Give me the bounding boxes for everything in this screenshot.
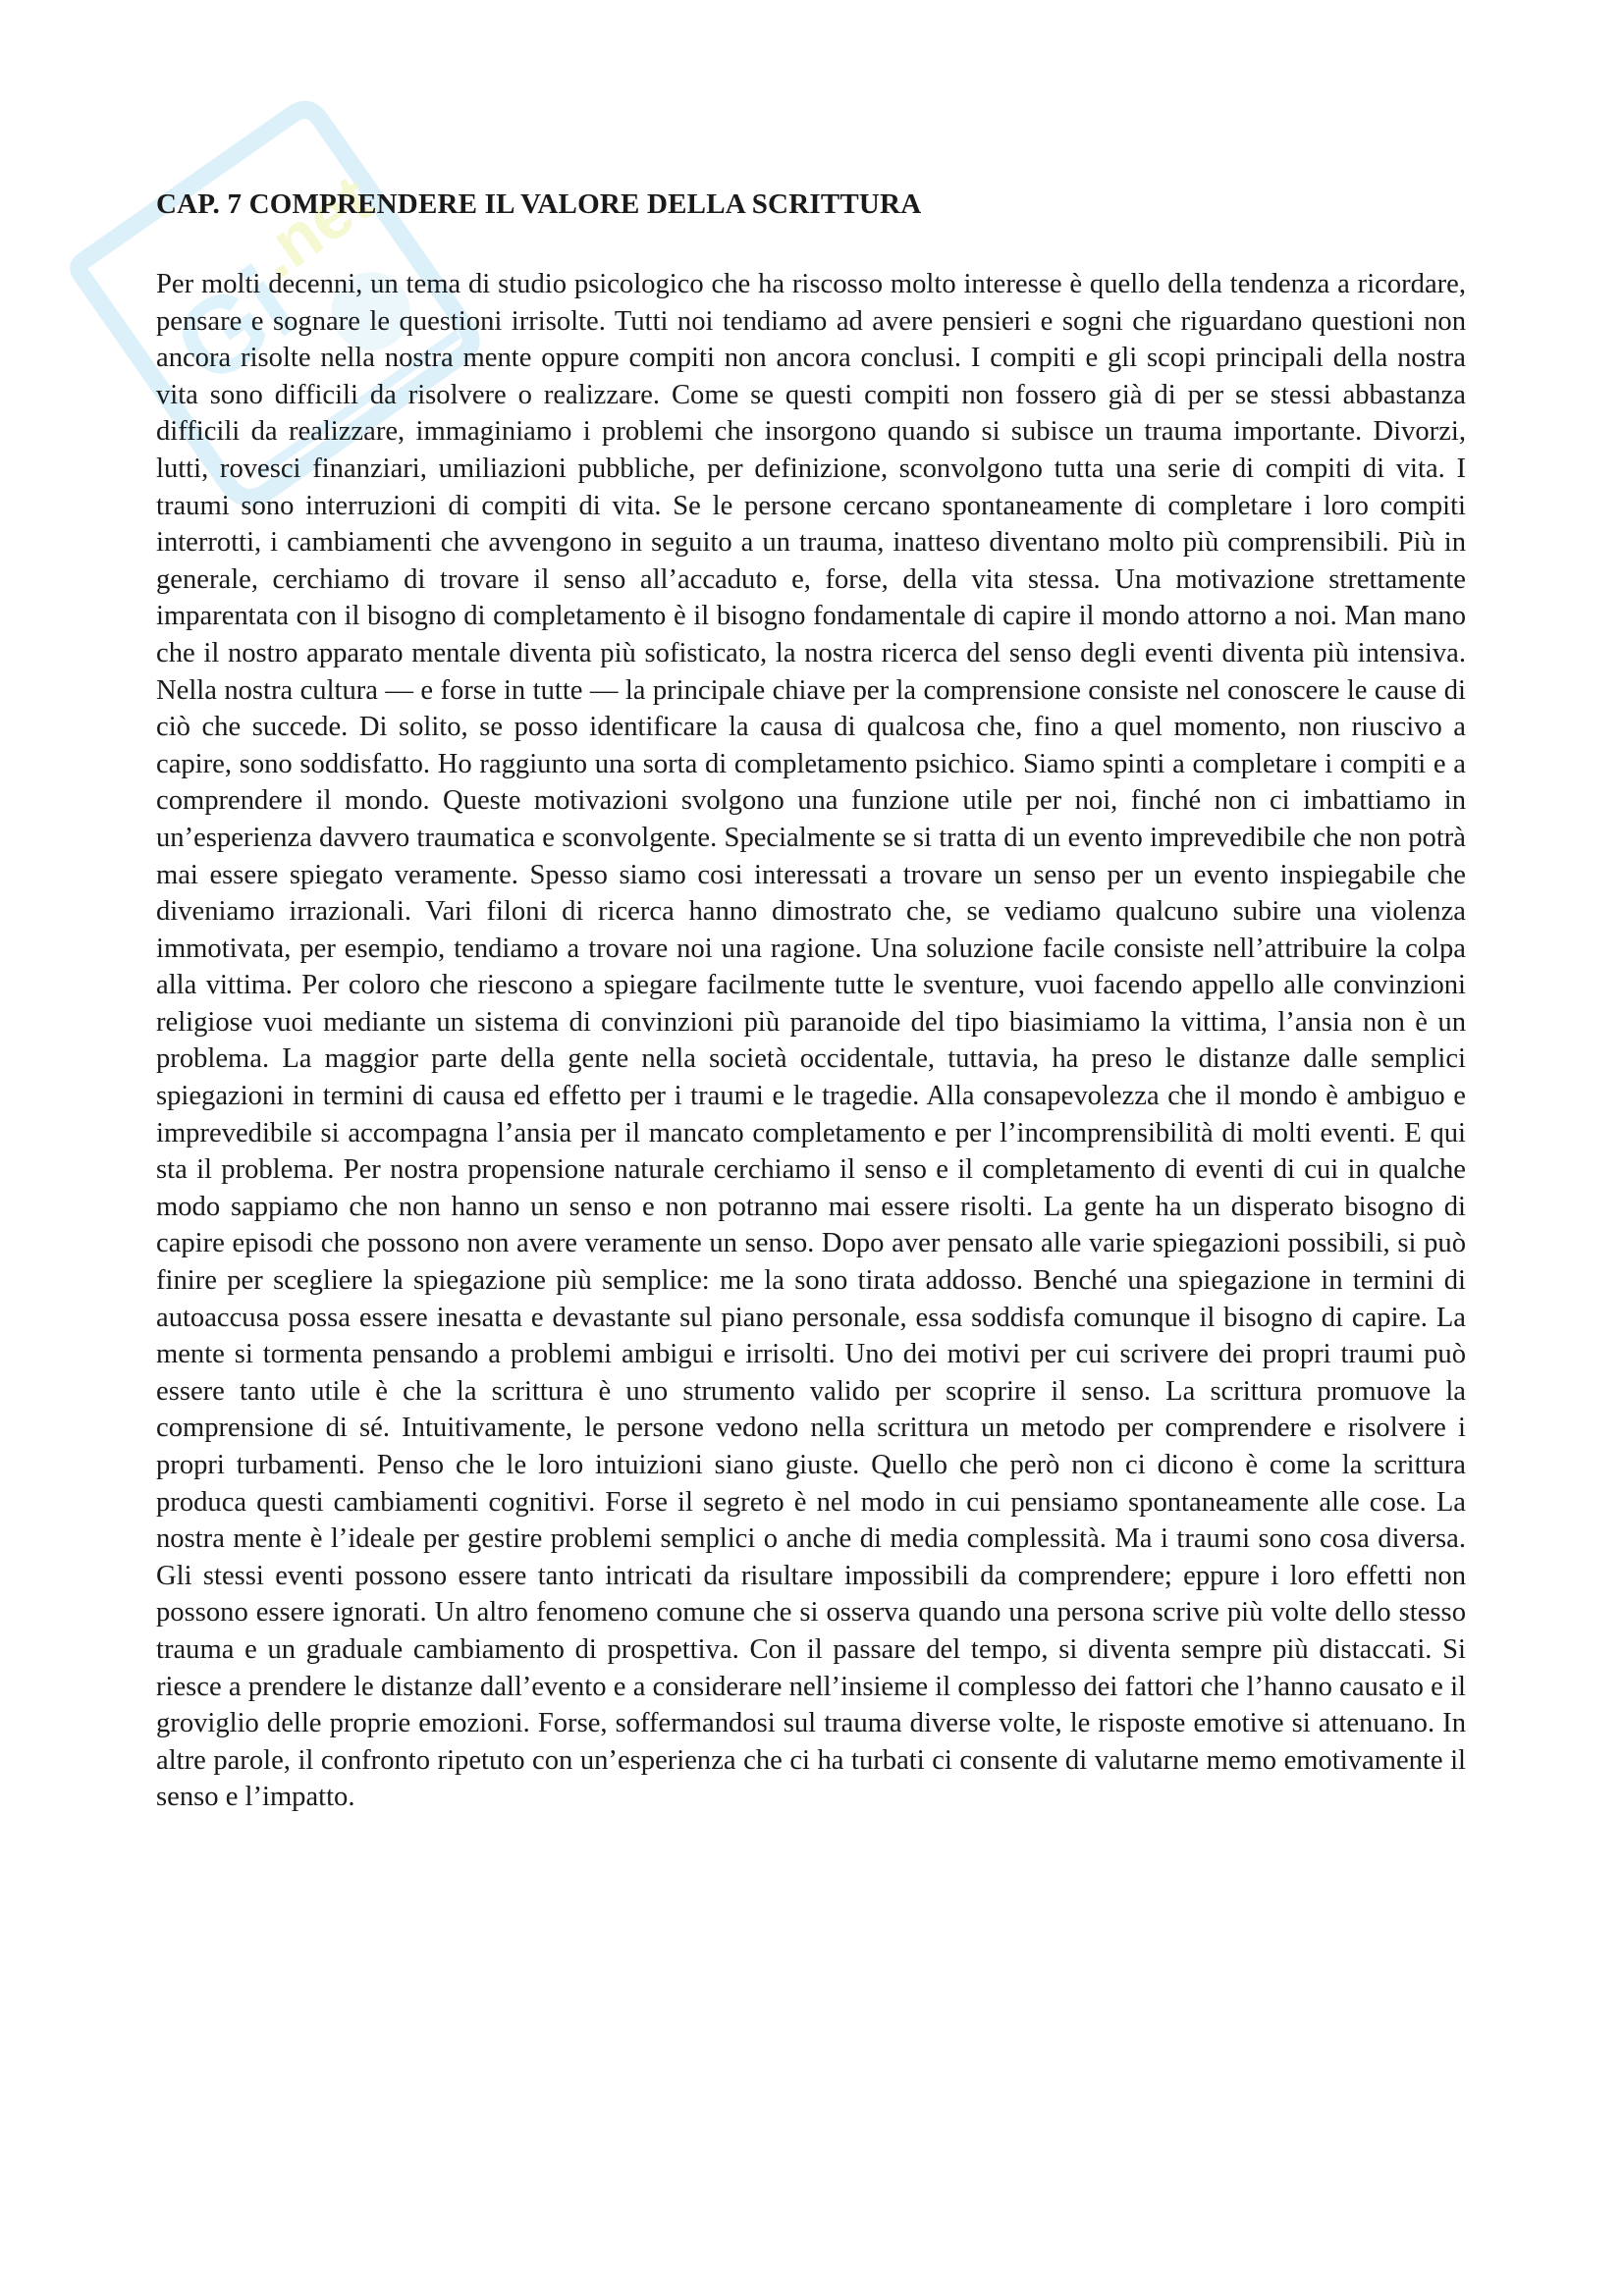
svg-text:.net: .net (242, 160, 387, 294)
chapter-title: CAP. 7 COMPRENDERE IL VALORE DELLA SCRITTURA (156, 188, 922, 220)
document-content (156, 187, 1466, 1816)
svg-text:Gi: Gi (153, 243, 316, 408)
body-paragraph: Per molti decenni, un tema di studio psicologico che ha riscosso molto interesse è quello della tendenza a ricordare, pensare e sognare le questioni irrisolte. Tutti noi tendiamo ad avere pensieri e sogni che riguardano questioni non ancora risolte nella nostra mente oppure compiti non ancora conclusi. I compiti e gli scopi principali della nostra vita sono difficili da risolvere o realizzare. Come se questi compiti non fossero già di per se stessi abbastanza difficili da realizzare, immaginiamo i problemi che insorgono quando si subisce un trauma importante. Divorzi, lutti, rovesci finanziari, umiliazioni pubbliche, per definizione, sconvolgono tutta una serie di compiti di vita. I traumi sono interruzioni di compiti di vita. Se le persone cercano spontaneamente di completare i loro compiti interrotti, i cambiamenti che avvengono in seguito a un trauma, inatteso diventano molto più comprensibili. Più in generale, cerchiamo di trovare il senso all’accaduto e, forse, della vita stessa. Una motivazione strettamente imparentata con il bisogno di completamento è il bisogno fondamentale di capire il mondo attorno a noi. Man mano che il nostro apparato mentale diventa più sofisticato, la nostra ricerca del senso degli eventi diventa più intensiva. Nella nostra cultura — e forse in tutte — la principale chiave per la comprensione consiste nel conoscere le cause di ciò che succede. Di solito, se posso identificare la causa di qualcosa che, fino a quel momento, non riuscivo a capire, sono soddisfatto. Ho raggiunto una sorta di completamento psichico. Siamo spinti a completare i compiti e a comprendere il mondo. Queste motivazioni svolgono una funzione utile per noi, finché non ci imbattiamo in un’esperienza davvero traumatica e sconvolgente. Specialmente se si tratta di un evento imprevedibile che non potrà mai essere spiegato veramente. Spesso siamo cosi interessati a trovare un senso per un evento inspiegabile che diveniamo irrazionali. Vari filoni di ricerca hanno dimostrato che, se vediamo qualcuno subire una violenza immotivata, per esempio, tendiamo a trovare noi una ragione. Una soluzione facile consiste nell’attribuire la colpa alla vittima. Per coloro che riescono a spiegare facilmente tutte le sventure, vuoi facendo appello alle convinzioni religiose vuoi mediante un sistema di convinzioni più paranoide del tipo biasimiamo la vittima, l’ansia non è un problema. La maggior parte della gente nella società occidentale, tuttavia, ha preso le distanze dalle semplici spiegazioni in termini di causa ed effetto per i traumi e le tragedie. Alla consapevolezza che il mondo è ambiguo e imprevedibile si accompagna l’ansia per il mancato completamento e per l’incomprensibilità di molti eventi. E qui sta il problema. Per nostra propensione naturale cerchiamo il senso e il completamento di eventi di cui in qualche modo sappiamo che non hanno un senso e non potranno mai essere risolti. La gente ha un disperato bisogno di capire episodi che possono non avere veramente un senso. Dopo aver pensato alle varie spiegazioni possibili, si può finire per scegliere la spiegazione più semplice: me la sono tirata addosso. Benché una spiegazione in termini di autoaccusa possa essere inesatta e devastante sul piano personale, essa soddisfa comunque il bisogno di capire. La mente si tormenta pensando a problemi ambigui e irrisolti. Uno dei motivi per cui scrivere dei propri traumi può essere tanto utile è che la scrittura è uno strumento valido per scoprire il senso. La scrittura promuove la comprensione di sé. Intuitivamente, le persone vedono nella scrittura un metodo per comprendere e risolvere i propri turbamenti. Penso che le loro intuizioni siano giuste. Quello che però non ci dicono è come la scrittura produca questi cambiamenti cognitivi. Forse il segreto è nel modo in cui pensiamo spontaneamente alle cose. La nostra mente è l’ideale per gestire problemi semplici o anche di media complessità. Ma i traumi sono cosa diversa. Gli stessi eventi possono essere tanto intricati da risultare impossibili da comprendere; eppure i loro effetti non possono essere ignorati. Un altro fenomeno comune che si osserva quando una persona scrive più volte dello stesso trauma e un graduale cambiamento di prospettiva. Con il passare del tempo, si diventa sempre più distaccati. Si riesce a prendere le distanze dall’evento e a considerare nell’insieme il complesso dei fattori che l’hanno causato e il groviglio delle proprie emozioni. Forse, soffermandosi sul trauma diverse volte, le risposte emotive si attenuano. In altre parole, il confronto ripetuto con un’esperienza che ci ha turbati ci consente di valutarne memo emotivamente il senso e l’impatto. (156, 269, 1466, 1813)
